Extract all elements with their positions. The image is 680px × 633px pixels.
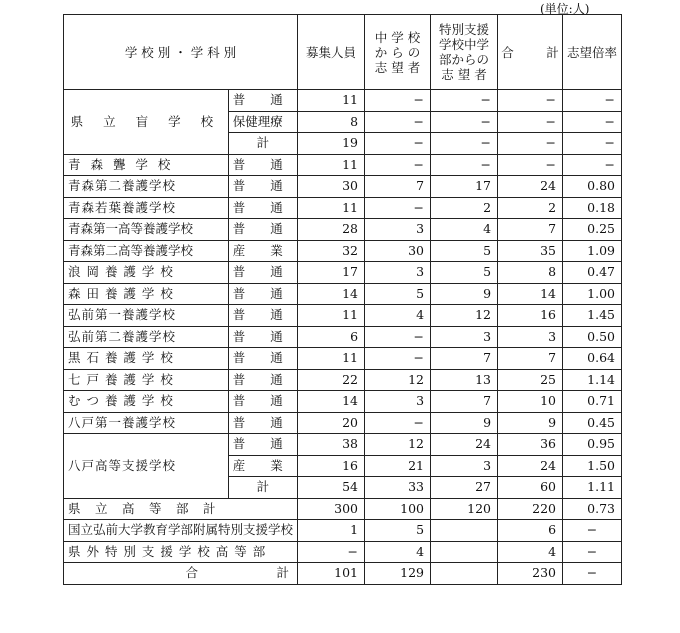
- subject: 普 通: [228, 305, 297, 327]
- header-from-jhs: 中 学 校 か ら の 志 望 者: [365, 15, 431, 90]
- school-name: 弘前第二養護学校: [64, 326, 229, 348]
- ratio: 1.11: [563, 477, 622, 499]
- quota: 17: [298, 262, 365, 284]
- table-row: [64, 176, 622, 198]
- subject: 普 通: [228, 348, 297, 370]
- header-ratio: 志望倍率: [563, 15, 622, 90]
- table-row: [64, 219, 622, 241]
- total: 2: [498, 197, 563, 219]
- total: 3: [498, 326, 563, 348]
- from-jhs: 4: [365, 541, 431, 563]
- subject: 普 通: [228, 434, 297, 456]
- subject: 普 通: [228, 154, 297, 176]
- header-quota: 募集人員: [298, 15, 365, 90]
- from-special: 9: [431, 283, 498, 305]
- from-jhs: 3: [365, 391, 431, 413]
- from-special: 24: [431, 434, 498, 456]
- table-row: [64, 154, 622, 176]
- quota: 19: [298, 133, 365, 155]
- quota: 300: [298, 498, 365, 520]
- from-special: −: [431, 90, 498, 112]
- header-total: 合 計: [498, 15, 563, 90]
- from-jhs: 30: [365, 240, 431, 262]
- quota: 11: [298, 348, 365, 370]
- total: 8: [498, 262, 563, 284]
- total: 24: [498, 455, 563, 477]
- from-special: 5: [431, 240, 498, 262]
- header-from-special: 特別支援 学校中学 部からの 志 望 者: [431, 15, 498, 90]
- total: 14: [498, 283, 563, 305]
- ratio: 0.18: [563, 197, 622, 219]
- quota: 11: [298, 197, 365, 219]
- from-jhs: 4: [365, 305, 431, 327]
- total: 36: [498, 434, 563, 456]
- ratio: −: [563, 520, 622, 542]
- ratio: 1.00: [563, 283, 622, 305]
- from-jhs: −: [365, 90, 431, 112]
- ratio: 0.95: [563, 434, 622, 456]
- quota: 8: [298, 111, 365, 133]
- ratio: 1.14: [563, 369, 622, 391]
- table-row: [64, 326, 622, 348]
- school-name: 浪 岡 養 護 学 校: [64, 262, 229, 284]
- quota: 14: [298, 391, 365, 413]
- ratio: −: [563, 133, 622, 155]
- school-name: 七 戸 養 護 学 校: [64, 369, 229, 391]
- from-special: 13: [431, 369, 498, 391]
- from-jhs: 33: [365, 477, 431, 499]
- total: 6: [498, 520, 563, 542]
- subject: 産 業: [228, 240, 297, 262]
- ratio: 0.64: [563, 348, 622, 370]
- total: 60: [498, 477, 563, 499]
- subject: 保健理療: [228, 111, 297, 133]
- total: 16: [498, 305, 563, 327]
- total: 10: [498, 391, 563, 413]
- table-row: [64, 369, 622, 391]
- school-name: 青森第二高等養護学校: [64, 240, 229, 262]
- school-name: 森 田 養 護 学 校: [64, 283, 229, 305]
- summary-row: [64, 520, 622, 542]
- ratio: 0.47: [563, 262, 622, 284]
- from-special: [431, 541, 498, 563]
- total: 4: [498, 541, 563, 563]
- table-row: [64, 197, 622, 219]
- total: 7: [498, 219, 563, 241]
- from-jhs: −: [365, 348, 431, 370]
- from-jhs: −: [365, 326, 431, 348]
- quota: 101: [298, 563, 365, 585]
- quota: 28: [298, 219, 365, 241]
- from-jhs: 5: [365, 283, 431, 305]
- total: 35: [498, 240, 563, 262]
- quota: 22: [298, 369, 365, 391]
- from-jhs: 21: [365, 455, 431, 477]
- summary-label: 県 外 特 別 支 援 学 校 高 等 部: [64, 541, 298, 563]
- quota: −: [298, 541, 365, 563]
- school-name: 八戸高等支援学校: [64, 434, 229, 499]
- applicant-table: [63, 14, 622, 585]
- quota: 11: [298, 90, 365, 112]
- quota: 20: [298, 412, 365, 434]
- total: 9: [498, 412, 563, 434]
- from-special: −: [431, 133, 498, 155]
- ratio: 0.73: [563, 498, 622, 520]
- table-row: [64, 283, 622, 305]
- total: −: [498, 111, 563, 133]
- table-row: [64, 240, 622, 262]
- from-special: 9: [431, 412, 498, 434]
- from-jhs: 12: [365, 434, 431, 456]
- subject: 普 通: [228, 326, 297, 348]
- subject: 産 業: [228, 455, 297, 477]
- ratio: 0.25: [563, 219, 622, 241]
- total: 7: [498, 348, 563, 370]
- header-school-subject: 学 校 別 ・ 学 科 別: [64, 15, 298, 90]
- from-special: 5: [431, 262, 498, 284]
- total: 24: [498, 176, 563, 198]
- from-jhs: 7: [365, 176, 431, 198]
- subject: 普 通: [228, 391, 297, 413]
- table-row: [64, 262, 622, 284]
- subject: 普 通: [228, 262, 297, 284]
- from-special: 2: [431, 197, 498, 219]
- ratio: 1.50: [563, 455, 622, 477]
- subject: 計: [228, 133, 297, 155]
- ratio: 1.45: [563, 305, 622, 327]
- ratio: 0.80: [563, 176, 622, 198]
- school-name: 黒 石 養 護 学 校: [64, 348, 229, 370]
- ratio: −: [563, 111, 622, 133]
- total: 220: [498, 498, 563, 520]
- school-name: 県 立 盲 学 校: [64, 90, 229, 155]
- subject: 普 通: [228, 369, 297, 391]
- table-row: [64, 391, 622, 413]
- grand-total-row: [64, 563, 622, 585]
- quota: 1: [298, 520, 365, 542]
- subject: 計: [228, 477, 297, 499]
- quota: 11: [298, 154, 365, 176]
- table-row: [64, 434, 622, 456]
- subject: 普 通: [228, 412, 297, 434]
- total: −: [498, 133, 563, 155]
- from-jhs: 129: [365, 563, 431, 585]
- ratio: 0.45: [563, 412, 622, 434]
- ratio: 1.09: [563, 240, 622, 262]
- quota: 6: [298, 326, 365, 348]
- school-name: む つ 養 護 学 校: [64, 391, 229, 413]
- unit-label: (単位:人): [540, 2, 590, 16]
- from-jhs: 12: [365, 369, 431, 391]
- from-special: 27: [431, 477, 498, 499]
- school-name: 青 森 聾 学 校: [64, 154, 229, 176]
- from-special: 7: [431, 391, 498, 413]
- summary-label: 国立弘前大学教育学部附属特別支援学校: [64, 520, 298, 542]
- summary-row: [64, 541, 622, 563]
- from-jhs: 3: [365, 262, 431, 284]
- total: −: [498, 90, 563, 112]
- ratio: −: [563, 90, 622, 112]
- from-jhs: −: [365, 133, 431, 155]
- ratio: −: [563, 154, 622, 176]
- table-row: [64, 90, 622, 112]
- total: 25: [498, 369, 563, 391]
- summary-row: [64, 498, 622, 520]
- school-name: 青森第二養護学校: [64, 176, 229, 198]
- ratio: −: [563, 541, 622, 563]
- from-jhs: 3: [365, 219, 431, 241]
- quota: 11: [298, 305, 365, 327]
- table-row: [64, 348, 622, 370]
- from-special: 120: [431, 498, 498, 520]
- from-special: −: [431, 111, 498, 133]
- subject: 普 通: [228, 197, 297, 219]
- total: −: [498, 154, 563, 176]
- from-jhs: −: [365, 111, 431, 133]
- ratio: −: [563, 563, 622, 585]
- from-special: −: [431, 154, 498, 176]
- subject: 普 通: [228, 219, 297, 241]
- from-jhs: −: [365, 412, 431, 434]
- from-special: 3: [431, 326, 498, 348]
- from-jhs: 100: [365, 498, 431, 520]
- ratio: 0.50: [563, 326, 622, 348]
- from-special: 4: [431, 219, 498, 241]
- quota: 16: [298, 455, 365, 477]
- subject: 普 通: [228, 90, 297, 112]
- from-special: 12: [431, 305, 498, 327]
- from-jhs: −: [365, 197, 431, 219]
- subject: 普 通: [228, 283, 297, 305]
- quota: 38: [298, 434, 365, 456]
- school-name: 弘前第一養護学校: [64, 305, 229, 327]
- from-jhs: −: [365, 154, 431, 176]
- school-name: 青森若葉養護学校: [64, 197, 229, 219]
- header-row: [64, 15, 622, 90]
- from-special: [431, 563, 498, 585]
- total: 230: [498, 563, 563, 585]
- from-special: 7: [431, 348, 498, 370]
- from-special: [431, 520, 498, 542]
- school-name: 青森第一高等養護学校: [64, 219, 229, 241]
- quota: 14: [298, 283, 365, 305]
- summary-label: 県 立 高 等 部 計: [64, 498, 298, 520]
- grand-total-label: 合 計: [64, 563, 298, 585]
- quota: 32: [298, 240, 365, 262]
- ratio: 0.71: [563, 391, 622, 413]
- quota: 30: [298, 176, 365, 198]
- school-name: 八戸第一養護学校: [64, 412, 229, 434]
- from-jhs: 5: [365, 520, 431, 542]
- from-special: 17: [431, 176, 498, 198]
- table-row: [64, 412, 622, 434]
- subject: 普 通: [228, 176, 297, 198]
- table-row: [64, 305, 622, 327]
- quota: 54: [298, 477, 365, 499]
- from-special: 3: [431, 455, 498, 477]
